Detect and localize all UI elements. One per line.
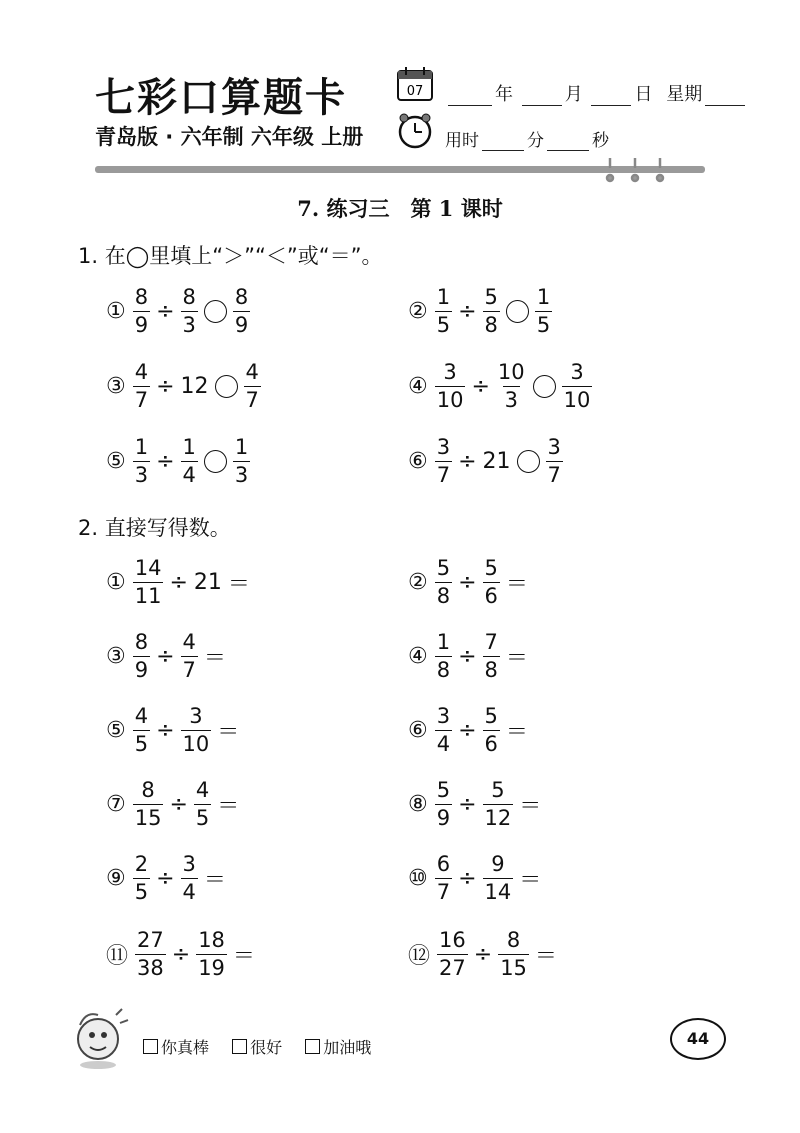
divide-sign: ÷ [171,942,191,967]
denominator: 19 [198,956,225,980]
numerator: 5 [484,285,498,309]
calc-item [106,558,293,607]
fraction [196,930,227,979]
calendar-day: 07 [406,84,424,99]
denominator: 14 [484,880,512,904]
item-number: ⑩ [408,866,428,891]
answer-space[interactable] [253,571,293,595]
date-line [445,80,748,106]
divide-sign: ÷ [458,792,477,817]
divide-sign: ÷ [156,299,175,324]
seconds-blank[interactable] [547,134,589,151]
numerator: 4 [134,360,149,384]
answer-space[interactable] [560,943,600,967]
compare-circle[interactable] [506,300,529,323]
checkbox-icon[interactable] [305,1039,320,1054]
item-number: ③ [106,644,126,669]
answer-space[interactable] [531,719,571,743]
item-number: ④ [408,644,428,669]
fraction [437,930,468,979]
compare-item [408,437,566,486]
page-number: 44 [670,1018,726,1060]
divide-sign: ÷ [169,792,188,817]
divide-sign: ÷ [156,644,175,669]
fraction [483,632,500,681]
numerator: 16 [439,928,466,952]
fraction [181,632,198,681]
item-number: ⑪ [106,944,129,969]
equals-sign: ＝ [203,646,226,671]
numerator: 2 [134,852,149,876]
numerator: 1 [134,435,149,459]
binder-rings-icon [600,156,670,184]
equals-sign: ＝ [203,868,226,893]
numerator: 8 [134,285,149,309]
denominator: 7 [436,463,451,487]
denominator: 5 [134,732,149,756]
denominator: 10 [436,388,464,412]
edition-label: 青岛版 · 六年制 六年级 上册 [95,125,364,149]
divide-sign: ÷ [169,570,188,595]
answer-space[interactable] [229,867,269,891]
item-number: ⑥ [408,449,428,474]
numerator: 3 [436,435,451,459]
fraction [435,854,452,903]
compare-circle[interactable] [517,450,540,473]
answer-space[interactable] [544,867,584,891]
calc-item [408,706,571,755]
fraction [135,930,166,979]
divide-sign: ÷ [458,570,477,595]
question-2-title: 2. 直接写得数。 [78,516,231,540]
fraction [435,362,466,411]
numerator: 8 [134,630,149,654]
numerator: 3 [443,360,457,384]
lesson-title: 7. 练习三 第 1 课时 [297,196,503,221]
minutes-label: 分 [527,131,544,151]
numerator: 3 [182,852,196,876]
denominator: 4 [436,732,451,756]
divide-sign: ÷ [473,942,493,967]
checkbox-icon[interactable] [232,1039,247,1054]
numerator: 8 [234,285,249,309]
answer-space[interactable] [242,719,282,743]
denominator: 5 [134,880,149,904]
fraction [435,287,452,336]
fraction [133,362,150,411]
year-label: 年 [495,84,513,105]
compare-item [408,287,555,336]
fraction [435,780,452,829]
month-blank[interactable] [522,89,562,106]
equals-sign: ＝ [232,944,255,969]
fraction [483,287,500,336]
denominator: 38 [137,956,164,980]
item-number: ⑥ [408,718,428,743]
weekday-blank[interactable] [705,89,745,106]
calc-item [408,632,571,681]
fraction [483,558,500,607]
numerator: 4 [195,778,210,802]
fraction [181,854,198,903]
item-number: ⑤ [106,449,126,474]
denominator: 10 [563,388,591,412]
numerator: 5 [436,556,451,580]
numerator: 5 [484,704,498,728]
whole-number: 21 [193,570,222,595]
item-number: ② [408,299,428,324]
denominator: 7 [182,658,196,682]
numerator: 8 [506,928,521,952]
numerator: 4 [134,704,149,728]
compare-item [106,362,264,411]
calc-item [408,930,600,979]
equals-sign: ＝ [505,572,528,597]
answer-space[interactable] [531,645,571,669]
denominator: 7 [245,388,259,412]
weekday-label: 星期 [666,84,703,105]
denominator: 10 [182,732,210,756]
fraction [435,706,452,755]
item-number: ② [408,570,428,595]
equals-sign: ＝ [534,944,557,969]
whole-number: 21 [482,449,511,474]
equals-sign: ＝ [519,794,542,819]
item-number: ⑧ [408,792,428,817]
day-blank[interactable] [591,89,631,106]
equals-sign: ＝ [505,646,528,671]
answer-space[interactable] [544,793,584,817]
numerator: 1 [182,435,196,459]
fraction [435,558,452,607]
numerator: 1 [536,285,551,309]
denominator: 5 [536,313,551,337]
divide-sign: ÷ [458,449,477,474]
fraction [181,287,198,336]
fraction [133,632,150,681]
calc-item [408,780,584,829]
equals-sign: ＝ [217,794,240,819]
answer-space[interactable] [531,571,571,595]
fraction [435,632,452,681]
calc-item [106,854,269,903]
compare-item [106,287,253,336]
item-number: ⑫ [408,944,431,969]
fraction [244,362,261,411]
divide-sign: ÷ [458,644,477,669]
calendar-icon [396,66,434,102]
fraction [181,437,198,486]
rating-option-good[interactable]: 很好 [232,1038,282,1057]
numerator: 10 [497,360,525,384]
compare-circle[interactable] [533,375,556,398]
numerator: 4 [182,630,196,654]
fraction [535,287,552,336]
numerator: 4 [245,360,259,384]
numerator: 5 [436,778,451,802]
denominator: 9 [134,313,149,337]
item-number: ① [106,570,126,595]
rating-option-great[interactable]: 你真棒 [143,1038,209,1057]
item-number: ⑤ [106,718,126,743]
calc-item [408,854,584,903]
denominator: 9 [134,658,149,682]
denominator: 3 [182,313,196,337]
whole-number: 12 [180,374,209,399]
numerator: 8 [141,778,155,802]
question-1-title: 1. 在◯里填上“＞”“＜”或“＝”。 [78,244,383,268]
compare-circle[interactable] [204,300,227,323]
denominator: 9 [436,806,451,830]
fraction [483,780,514,829]
divide-sign: ÷ [156,374,175,399]
rating-options [143,1035,389,1058]
time-prefix: 用时 [445,131,479,151]
fraction [562,362,593,411]
numerator: 9 [491,852,505,876]
denominator: 15 [500,956,527,980]
denominator: 9 [234,313,249,337]
calc-item [106,780,282,829]
numerator: 1 [436,285,451,309]
brand-title: 七彩口算题卡 [95,74,347,121]
denominator: 4 [182,463,196,487]
equals-sign: ＝ [505,720,528,745]
numerator: 7 [484,630,498,654]
denominator: 8 [484,658,498,682]
seconds-label: 秒 [592,131,609,151]
calc-item [106,632,269,681]
item-number: ⑨ [106,866,126,891]
calc-item [106,930,298,979]
divide-sign: ÷ [458,718,477,743]
divide-sign: ÷ [156,449,175,474]
denominator: 12 [484,806,512,830]
numerator: 5 [491,778,505,802]
denominator: 7 [134,388,149,412]
clock-icon [396,112,434,150]
fraction [181,706,212,755]
numerator: 3 [547,435,561,459]
equals-sign: ＝ [227,572,250,597]
divide-sign: ÷ [458,866,477,891]
fraction [435,437,452,486]
item-number: ⑦ [106,792,126,817]
compare-item [408,362,595,411]
equals-sign: ＝ [217,720,240,745]
denominator: 7 [547,463,561,487]
divide-sign: ÷ [156,866,175,891]
fraction [133,558,164,607]
denominator: 8 [484,313,498,337]
fraction [194,780,211,829]
fraction [233,287,250,336]
item-number: ③ [106,374,126,399]
fraction [546,437,563,486]
numerator: 3 [189,704,203,728]
numerator: 3 [570,360,584,384]
numerator: 8 [182,285,196,309]
calc-item [408,558,571,607]
calc-item [106,706,282,755]
month-label: 月 [564,84,583,105]
checkbox-icon[interactable] [143,1039,158,1054]
fraction [133,287,150,336]
denominator: 27 [439,956,466,980]
equals-sign: ＝ [519,868,542,893]
compare-circle[interactable] [215,375,238,398]
compare-circle[interactable] [204,450,227,473]
numerator: 3 [436,704,451,728]
denominator: 6 [484,584,498,608]
fraction [483,854,514,903]
item-number: ④ [408,374,428,399]
divide-sign: ÷ [156,718,175,743]
numerator: 6 [436,852,451,876]
denominator: 3 [234,463,249,487]
numerator: 1 [234,435,249,459]
denominator: 11 [134,584,162,608]
fraction [483,706,500,755]
divide-sign: ÷ [471,374,490,399]
numerator: 1 [436,630,451,654]
item-number: ① [106,299,126,324]
fraction [498,930,529,979]
minutes-blank[interactable] [482,134,524,151]
rating-option-keep-going[interactable]: 加油哦 [305,1038,371,1057]
day-label: 日 [634,84,653,105]
fraction [233,437,250,486]
denominator: 3 [504,388,518,412]
compare-item [106,437,253,486]
answer-space[interactable] [258,943,298,967]
denominator: 7 [436,880,451,904]
time-line [445,126,609,151]
fraction [496,362,527,411]
divide-sign: ÷ [458,299,477,324]
denominator: 4 [182,880,196,904]
fraction [133,437,150,486]
fraction [133,780,164,829]
denominator: 3 [134,463,149,487]
numerator: 18 [198,928,225,952]
year-blank[interactable] [448,89,492,106]
fraction [133,854,150,903]
numerator: 27 [137,928,164,952]
denominator: 5 [436,313,451,337]
denominator: 8 [436,658,451,682]
denominator: 8 [436,584,451,608]
numerator: 14 [134,556,162,580]
denominator: 5 [195,806,210,830]
numerator: 5 [484,556,498,580]
denominator: 15 [134,806,162,830]
answer-space[interactable] [229,645,269,669]
answer-space[interactable] [242,793,282,817]
denominator: 6 [484,732,498,756]
fraction [133,706,150,755]
mascot-illustration [68,1005,134,1071]
